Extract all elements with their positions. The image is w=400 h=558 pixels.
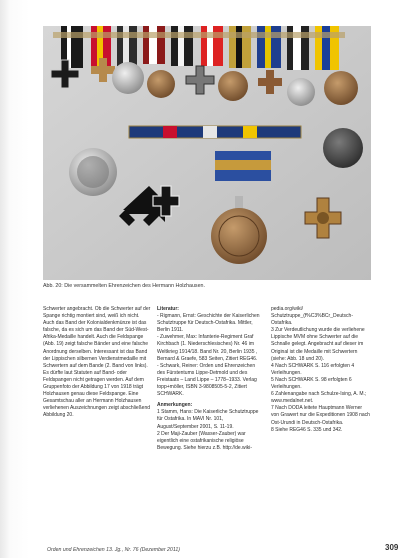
footnote-item: 2 Der Maji-Zauber (Wasser-Zauber) war eigentlich eine ostafrikanische religiöse Bewegung. Siehe hierzu z.B. http://de.wiki- <box>157 430 253 451</box>
body-paragraph: Schwerter angebracht. Ob die Schwerter auf der Spange richtig montiert sind, weiß ich nicht. Auch das Band der Kolonialdenkmünze ist das falsche, da es sich um das Band der Süd-West-Afrika-Medaille handelt. Auch die Feldspange (Abb. 19) zeigt falsche Bänder und eine falsche Anordnung derselben. Interessant ist das Band der Lippischen silbernen Verdienstmedaille mit Schwertern auf dem Bande (2. Band von links). Es dürfte laut Statuten auf Band- oder Feldspangen nicht getragen werden. Auf dem Gruppenfoto der Abbildung 17 von 1918 trägt Holzhausen genau diese Feldspange. Eine Gesamtschau aller an Hermann Holzhausen verliehenen Auszeichnungen zeigt abschließend Abbildung 20. <box>43 306 151 419</box>
page-number: 309 <box>385 543 399 552</box>
literatur-item: - Rigmann, Ernst: Geschichte der Kaiserlichen Schutztruppe für Deutsch-Ostafrika. Mittler, Berlin 1911. <box>157 313 260 334</box>
footnote-item: 5 Nach SCHWARK S. 98 erfolgten 6 Verleihungen. <box>271 376 352 391</box>
figure-caption: Abb. 20: Die versammelten Ehrenzeichen des Hermann Holzhausen. <box>43 283 205 289</box>
footnote-item: pedia.org/wiki/ Schutztruppe_(f%C3%BCr_Deutsch-Ostafrika. <box>271 306 353 327</box>
medal-right-dark <box>323 128 363 168</box>
journal-footer: Orden und Ehrenzeichen 13. Jg., Nr. 76 (Dezember 2011) <box>47 547 180 553</box>
references-column <box>157 306 263 452</box>
body-column <box>43 306 151 420</box>
footnote-item: 1 Stamm, Hans: Die Kaiserliche Schutztruppe für Ostafrika. In MAVI Nr. 101, August/September 2001, S. 11-19. <box>157 409 259 430</box>
footnote-item: 7 Nach DODA leitete Hauptmann Werner von Grawert nur die Expeditionen 1908 nach Ost-Urundi in Deutsch-Ostafrika. <box>271 405 370 426</box>
medals-photo <box>43 26 371 280</box>
medals-illustration <box>43 26 371 280</box>
literatur-item: - Zuwehmer, Max: Infanterie-Regiment Graf Kirchbach (1. Niederschlesisches) Nr. 46 im Weltkrieg 1914/18. Band Nr. 20, Berlin 1935 , Bernard & Graefe, 583 Seiten, Zitiert REG46. <box>157 334 258 362</box>
footnotes-column <box>271 306 371 434</box>
footnote-item: 8 Siehe REG46 S. 335 und 342. <box>271 426 343 433</box>
footnote-item: 3 Zur Verdeutlichung wurde die verliehene Lippische MVM ohne Schwerter auf die Schnalle gelegt. Angebracht auf dieser im Original ist die Medaille mit Schwertern (siehe: Abb. 18 und 20). <box>271 327 365 362</box>
footnote-item: 4 Nach SCHWARK S. 116 erfolgten 4 Verleihungen. <box>271 362 355 376</box>
anmerkungen-heading: Anmerkungen: <box>157 402 193 409</box>
footnote-item: 6 Zahlenangabe nach Schulze-Ising, A. M.; www.medalnet.net. <box>271 391 367 405</box>
literatur-item: - Schwark, Reiner: Orden und Ehrenzeichen des Fürstentums Lippe-Detmold und des Freistaats – Land Lippe – 1778–1933. Verlag topp+möller, ISBN 3-9808505-5-2, Zitiert SCHWARK. <box>157 362 257 398</box>
literatur-heading: Literatur: <box>157 306 179 312</box>
